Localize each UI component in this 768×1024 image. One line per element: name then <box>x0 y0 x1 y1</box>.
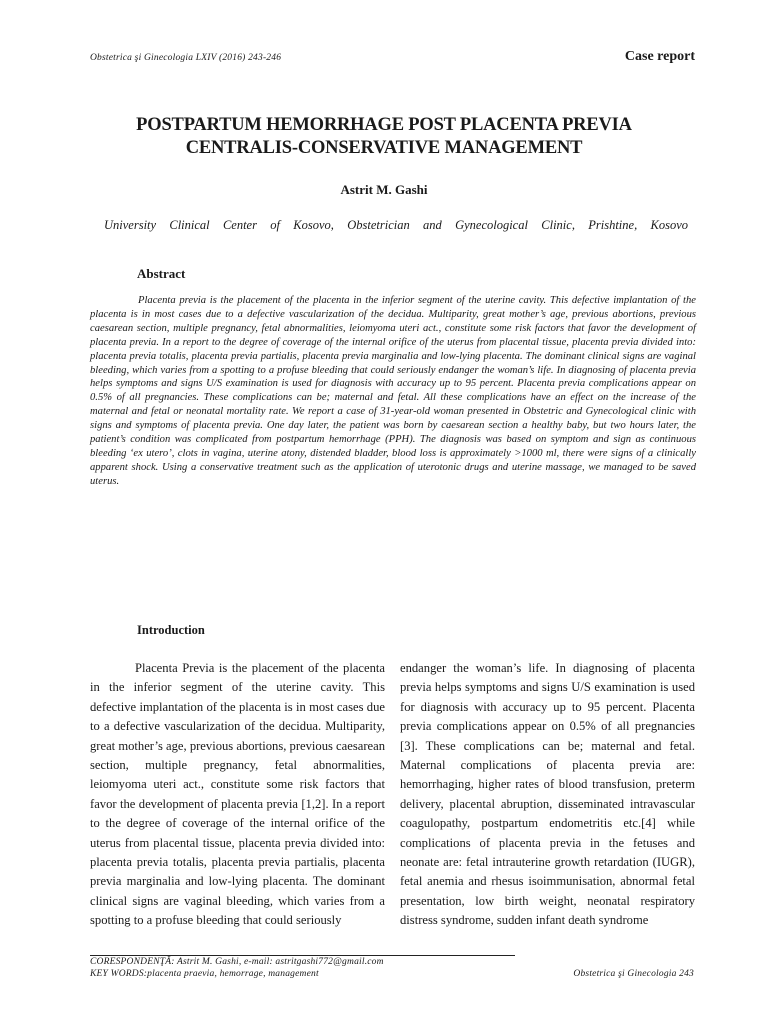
article-title-line-2: CENTRALIS-CONSERVATIVE MANAGEMENT <box>185 138 583 158</box>
author-affiliation: University Clinical Center of Kosovo, Obstetrician and Gynecological Clinic, Prishtine, Kosovo <box>104 218 688 232</box>
introduction-right-column: endanger the woman’s life. In diagnosing of placenta previa helps symptoms and signs U/S examination is used for diagnosis with accuracy up to 95 percent. Placenta previa complications appear on 0.5% of all pregnancies [3]. These complications can be; maternal and fetal. Maternal complications of placenta previa are: hemorrhaging, higher rates of blood transfusion, preterm delivery, placental abruption, disseminated intravascular coagulopathy, postpartum endometritis etc.[4] while complications of placenta previa in the fetuses and neonate are: fetal intrauterine growth retardation (IUGR), fetal anemia and rhesus isoimmunisation, abnormal fetal presentation, low birth weight, neonatal respiratory distress syndrome, sudden infant death syndrome <box>400 661 695 928</box>
introduction-left-column: Placenta Previa is the placement of the placenta in the inferior segment of the uterine cavity. This defective implantation of the placenta is in most cases due to a defective vascularization of the decidua. Multiparity, great mother’s age, previous abortions, previous caesarean section, multiple pregnancy, fetal abnormalities, leiomyoma uteri act., constitute some risk factors that favor the development of placenta previa [1,2]. In a report to the degree of coverage of the internal orifice of the uterus from placental tissue, placenta previa divided into: placenta previa totalis, placenta previa partialis, placenta previa marginalia and low-lying placenta. The dominant clinical signs are vaginal bleeding, which varies from a spotting to a profuse bleeding that could seriously <box>90 661 385 928</box>
abstract-body: Placenta previa is the placement of the placenta in the inferior segment of the uterine cavity. This defective implantation of the placenta is in most cases due to a defective vascularization of the decidua. Multiparity, great mother’s age, previous abortions, previous caesarean section, multiple pregnancy, fetal abnormalities, leiomyoma uteri act., constitute some risk factors that favor the development of placenta previa. In a report to the degree of coverage of the internal orifice of the uterus from placental tissue, placenta previa divided into: placenta previa totalis, placenta previa partialis, placenta previa marginalia and low-lying placenta. The dominant clinical signs are vaginal bleeding, which varies from a spotting to a profuse bleeding that could seriously endanger the woman’s life. In diagnosing of placenta previa helps symptoms and signs U/S examination is used for diagnosis with accuracy up to 95 percent. Placenta previa complications appear on 0.5% of all pregnancies. These complications can be; maternal and fetal. All these complications have an effect on the increase of the maternal and fetal or neonatal mortality rate. We report a case of 31-year-old woman presented in Obstetric and Gynecological clinic with signs and symptoms of placenta previa. One day later, the patient was born by caesarean section a healthy baby, but two hours later, the patient’s condition was complicated from postpartum hemorrhage (PPH). The diagnosis was based on symptom and sign as continuous bleeding ‘ex utero’, clots in vagina, uterine atony, distended bladder, blood loss is approximately >1000 ml, there were signs of a clinically apparent shock. Using a conservative treatment such as the application of uterotonic drugs and uterine massage, we managed to be saved uterus. <box>90 295 696 487</box>
introduction-heading: Introduction <box>137 623 205 637</box>
abstract-heading: Abstract <box>137 266 186 281</box>
journal-citation: Obstetrica şi Ginecologia LXIV (2016) 243-246 <box>90 53 282 63</box>
author-name: Astrit M. Gashi <box>340 182 428 197</box>
article-title-line-1: POSTPARTUM HEMORRHAGE POST PLACENTA PREVIA <box>136 115 632 135</box>
keywords-note: KEY WORDS:placenta praevia, hemorrage, management <box>90 969 319 979</box>
article-type-label: Case report <box>624 49 695 64</box>
page-reference: Obstetrica şi Ginecologia 243 <box>573 969 694 979</box>
article-title <box>0 114 768 160</box>
footnote-divider <box>90 955 515 956</box>
correspondence-note: CORESPONDENŢĂ: Astrit M. Gashi, e-mail: astritgashi772@gmail.com <box>90 957 384 967</box>
